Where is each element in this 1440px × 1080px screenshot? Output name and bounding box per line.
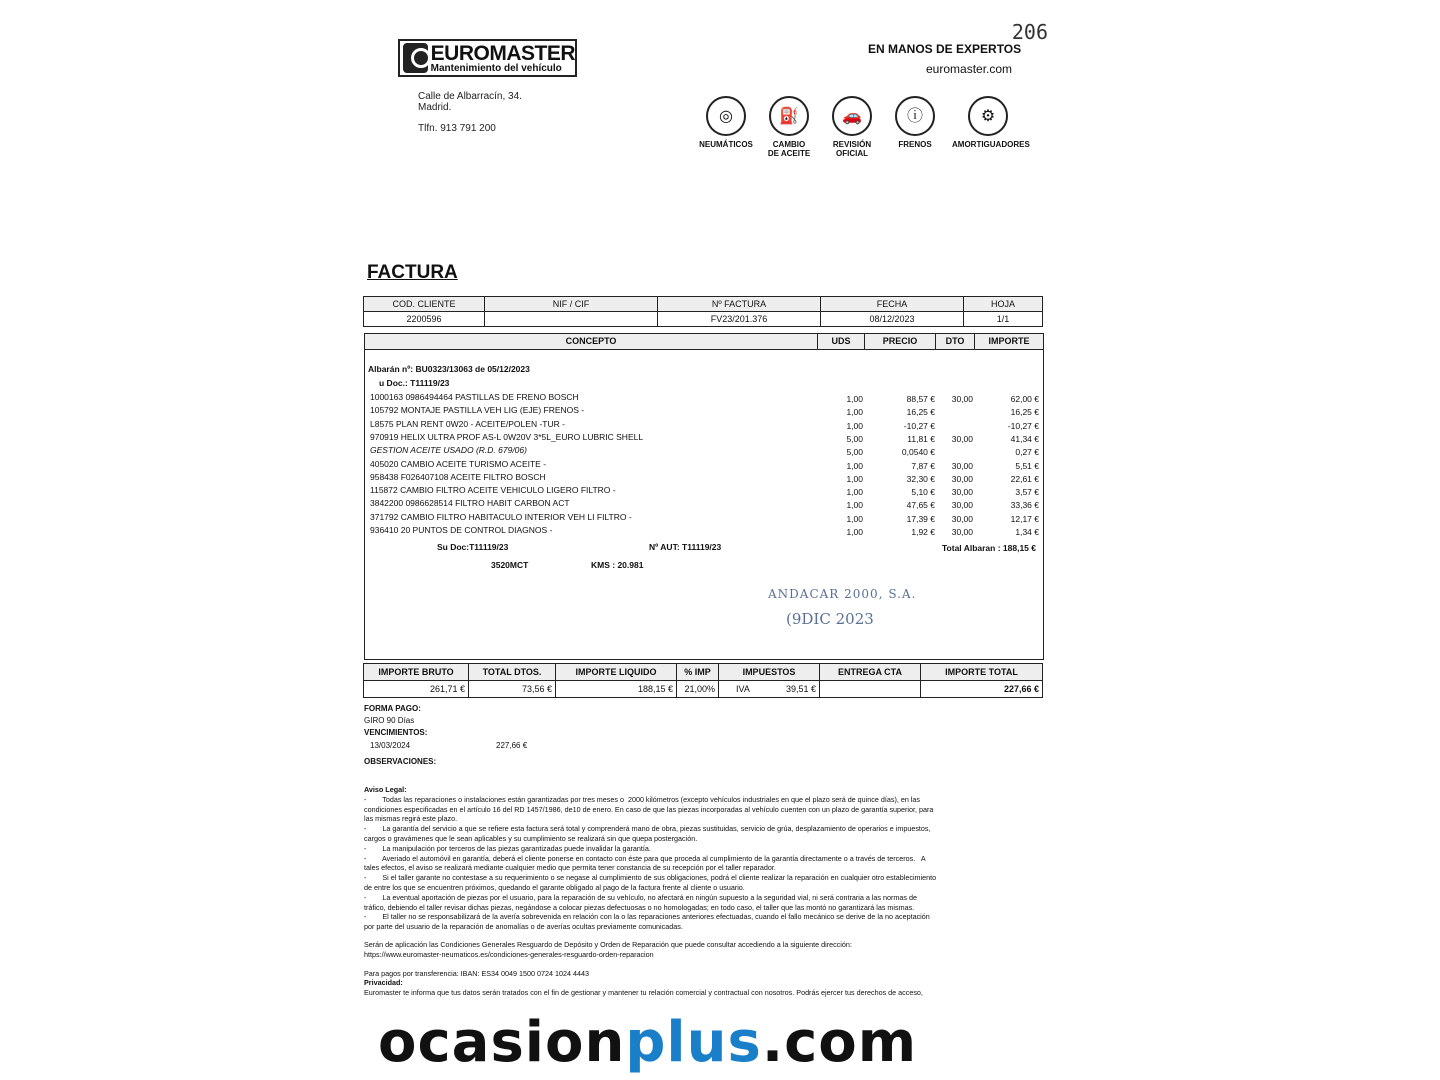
legal-line: de entre los que se encuentren próximos, quedando el garante obligado al pago de la factura frente al cliente o usuario.	[364, 882, 745, 892]
stamp-day: 9	[791, 610, 802, 628]
entrega-cta-label: ENTREGA CTA	[820, 664, 921, 681]
n-factura-value: FV23/201.376	[658, 312, 821, 327]
line-item-desc: 936410 20 PUNTOS DE CONTROL DIAGNOS -	[370, 525, 553, 535]
line-item-desc: 3842200 0986628514 FILTRO HABIT CARBON ACT	[370, 498, 570, 509]
line-item-importe: 16,25 €	[1010, 407, 1039, 418]
conditions-line-2: https://www.euromaster-neumaticos.es/condiciones-generales-resguardo-orden-reparacion	[364, 949, 654, 959]
line-item-dto: 30,00	[951, 500, 973, 511]
ocasionplus-watermark	[378, 1010, 917, 1075]
n-aut: Nº AUT: T11119/23	[649, 542, 722, 552]
legal-title: Aviso Legal:	[364, 785, 407, 794]
document-number: 206	[1011, 20, 1048, 44]
brake-icon: ⓘ	[895, 96, 935, 136]
conditions-line-1: Serán de aplicación las Condiciones Generales Resguardo de Depósito y Orden de Reparación que puede consultar accediendo a la siguiente dirección:	[364, 939, 852, 949]
line-item-dto: 30,00	[951, 473, 973, 484]
legal-line: - Averiado el automóvil en garantía, deberá el cliente ponerse en contacto con éste para que proceda al cumplimiento de la garantía directamente o a través de terceros. A	[364, 853, 926, 863]
stamp-company: ANDACAR 2000, S.A.	[768, 587, 917, 601]
total-albaran: Total Albaran : 188,15 €	[941, 543, 1036, 553]
service-label: REVISIÓN	[832, 140, 872, 149]
line-item-desc: 1000163 0986494464 PASTILLAS DE FRENO BOSCH	[370, 392, 579, 402]
line-item-importe: 12,17 €	[1010, 513, 1039, 524]
line-item-desc: 970919 HELIX ULTRA PROF AS-L 0W20V 3*5L_EURO LUBRIC SHELL	[370, 431, 644, 442]
stamp-date	[786, 610, 874, 628]
line-item-importe: 5,51 €	[1015, 460, 1039, 471]
logo-emblem-icon	[403, 43, 428, 73]
impuestos-label: IMPUESTOS	[719, 664, 820, 681]
line-item-uds: 1,00	[846, 473, 863, 484]
line-item-uds: 1,00	[846, 420, 863, 431]
impuestos-value	[719, 681, 820, 698]
su-doc-line: u Doc.: T11119/23	[379, 378, 450, 388]
nif-label: NIF / CIF	[485, 297, 658, 312]
stamp-month: DIC 2023	[801, 610, 874, 628]
line-item-precio: 1,92 €	[911, 527, 935, 537]
legal-line: - La eventual aportación de piezas por el usuario, para la reparación de su vehículo, no afectará en ningún supuesto a la seguridad vial, ni será contraria a las normas de	[364, 892, 917, 902]
cod-cliente-label: COD. CLIENTE	[364, 297, 485, 312]
line-item-desc: GESTION ACEITE USADO (R.D. 679/06)	[370, 445, 527, 456]
phone: Tlfn. 913 791 200	[418, 123, 496, 134]
line-item-precio: 32,30 €	[906, 473, 935, 484]
precio-header: PRECIO	[865, 334, 936, 349]
impuestos-amount: 39,51 €	[785, 684, 816, 694]
line-item-uds: 1,00	[846, 487, 863, 498]
concepto-header: CONCEPTO	[365, 334, 818, 349]
service-tires	[696, 96, 756, 149]
vencimientos-label: VENCIMIENTOS:	[364, 728, 428, 737]
service-brakes	[885, 96, 945, 149]
line-item-uds: 5,00	[846, 447, 863, 458]
stamp-bracket: (	[786, 610, 792, 628]
iva-label: IVA	[736, 684, 750, 694]
entrega-cta-value	[820, 681, 921, 698]
vencimiento-date: 13/03/2024	[370, 741, 411, 750]
line-item-uds: 1,00	[846, 527, 863, 537]
watermark-part-3: .com	[761, 1010, 918, 1075]
line-item-precio: 5,10 €	[911, 487, 935, 498]
line-item-dto: 30,00	[951, 394, 973, 404]
line-item-precio: 17,39 €	[906, 513, 935, 524]
uds-header: UDS	[818, 334, 865, 349]
hoja-label: HOJA	[964, 297, 1043, 312]
legal-lines	[364, 795, 984, 932]
line-item-precio: 11,81 €	[907, 433, 935, 444]
line-item-precio: 47,65 €	[906, 500, 935, 511]
legal-line: - La garantía del servicio a que se refiere esta factura será total y comprenderá mano de obra, piezas sustituidas, servicio de grúa, desplazamiento de operarios e impuestos,	[364, 824, 931, 834]
line-item-dto: 30,00	[951, 513, 973, 524]
euromaster-logo	[398, 39, 577, 77]
forma-pago-label: FORMA PAGO:	[364, 704, 421, 713]
legal-line: - Si el taller garante no contestase a su requerimiento o se negase al cumplimiento de sus obligaciones, podrá el cliente realizar la reparación en cualquier otro establecimiento	[364, 873, 937, 883]
pct-imp-value: 21,00%	[677, 681, 719, 698]
line-item-uds: 1,00	[846, 500, 863, 511]
fecha-value: 08/12/2023	[821, 312, 964, 327]
line-item-uds: 1,00	[846, 513, 863, 524]
address-line-1: Calle de Albarracín, 34.	[418, 91, 522, 102]
line-item-desc: 105792 MONTAJE PASTILLA VEH LIG (EJE) FRENOS -	[370, 405, 585, 416]
importe-liquido-label: IMPORTE LIQUIDO	[556, 664, 677, 681]
line-item-dto: 30,00	[951, 527, 973, 537]
vencimiento-amount: 227,66 €	[496, 741, 528, 750]
shock-absorber-icon: ⚙	[968, 96, 1008, 136]
albaran-line: Albarán nº: BU0323/13063 de 05/12/2023	[368, 364, 530, 374]
plate: 3520MCT	[491, 560, 529, 570]
importe-bruto-value: 261,71 €	[364, 681, 469, 698]
legal-line: cargos o gravámenes que le sean aplicables y su cumplimiento se realizará sin que quepa postergación.	[364, 833, 698, 843]
pct-imp-label: % IMP	[677, 664, 719, 681]
line-item-uds: 5,00	[846, 433, 863, 444]
website: euromaster.com	[926, 62, 1013, 76]
line-item-precio: -10,27 €	[903, 420, 935, 431]
n-factura-label: Nº FACTURA	[658, 297, 821, 312]
line-item-precio: 16,25 €	[906, 407, 935, 418]
iban-line: Para pagos por transferencia: IBAN: ES34 0049 1500 0724 1024 4443	[364, 968, 589, 978]
line-item-importe: 62,00 €	[1010, 394, 1039, 404]
su-doc-footer: Su Doc:T11119/23	[437, 542, 509, 552]
legal-line: por parte del usuario de la reparación de anomalías o de averías ocultas previamente comunicadas.	[364, 922, 683, 932]
address-line-2: Madrid.	[418, 102, 452, 113]
legal-line: - El taller no se responsabilizará de la avería sobrevenida en relación con la o las reparaciones anteriores efectuadas, cuando el fallo mecánico se derive de la no aceptación	[364, 912, 930, 922]
line-item-uds: 1,00	[846, 394, 863, 404]
total-dtos-label: TOTAL DTOS.	[469, 664, 556, 681]
importe-bruto-label: IMPORTE BRUTO	[364, 664, 469, 681]
total-dtos-value: 73,56 €	[469, 681, 556, 698]
cod-cliente-value: 2200596	[364, 312, 485, 327]
line-item-desc: 405020 CAMBIO ACEITE TURISMO ACEITE -	[370, 458, 547, 469]
line-item-importe: 41,34 €	[1010, 433, 1039, 444]
importe-total-value: 227,66 €	[921, 681, 1043, 698]
hoja-value: 1/1	[964, 312, 1043, 327]
fecha-label: FECHA	[821, 297, 964, 312]
line-item-importe: 1,34 €	[1015, 527, 1039, 537]
observaciones-label: OBSERVACIONES:	[364, 757, 437, 766]
logo-name: EUROMASTER	[430, 41, 575, 65]
service-label: DE ACEITE	[767, 149, 811, 158]
privacy-line-1: Euromaster te informa que tus datos serán tratados con el fin de gestionar y mantener tu relación comercial y contractual con nosotros. Podrás ejercer tus derechos de acceso,	[364, 988, 923, 998]
legal-notice	[364, 785, 984, 998]
legal-line: tales efectos, el aviso se realizará mediante cualquier medio que permita tener constancia de su recepción por el taller reparador.	[364, 863, 776, 873]
line-item-precio: 88,57 €	[906, 394, 935, 404]
line-item-importe: 0,27 €	[1015, 447, 1039, 458]
importe-total-label: IMPORTE TOTAL	[921, 664, 1043, 681]
watermark-part-1: ocasion	[378, 1010, 626, 1075]
kms: KMS : 20.981	[591, 560, 644, 570]
line-item-desc: L8575 PLAN RENT 0W20 - ACEITE/POLEN -TUR -	[370, 418, 565, 429]
tagline: EN MANOS DE EXPERTOS	[868, 42, 1022, 56]
line-item-dto: 30,00	[951, 487, 973, 498]
service-label: OFICIAL	[836, 149, 868, 158]
service-shocks	[952, 96, 1030, 149]
line-item-desc: 115872 CAMBIO FILTRO ACEITE VEHICULO LIGERO FILTRO -	[370, 485, 616, 496]
line-item-dto: 30,00	[951, 460, 973, 471]
tire-icon: ◎	[706, 96, 746, 136]
legal-line: las mismas regirá este plazo.	[364, 814, 458, 824]
legal-line: - Todas las reparaciones o instalaciones están garantizadas por tres meses o 2000 kilómetros (excepto vehículos industriales en que el plazo será de quince días), en las	[364, 794, 921, 804]
line-item-dto: 30,00	[951, 433, 973, 444]
line-item-desc: 958438 F026407108 ACEITE FILTRO BOSCH	[370, 471, 546, 482]
importe-header: IMPORTE	[975, 334, 1043, 349]
service-oil	[759, 96, 819, 158]
forma-pago-value: GIRO 90 Días	[364, 716, 415, 725]
legal-line: condiciones especificadas en el artículo 16 del RD 1457/1986, de10 de enero. En caso de que las piezas incorporadas al vehículo cuenten con un plazo de garantía superior, para	[364, 804, 934, 814]
lines-header	[365, 334, 1043, 350]
dto-header: DTO	[936, 334, 975, 349]
line-item-importe: 22,61 €	[1010, 473, 1039, 484]
service-label: NEUMÁTICOS	[699, 140, 753, 149]
invoice-lines-box	[364, 333, 1044, 660]
totals-table	[363, 663, 1043, 698]
oil-change-icon: ⛽	[769, 96, 809, 136]
invoice-title: FACTURA	[367, 262, 458, 283]
service-inspection	[822, 96, 882, 158]
line-item-uds: 1,00	[846, 407, 863, 418]
line-item-precio: 0,0540 €	[901, 447, 935, 458]
watermark-part-2: plus	[625, 1010, 762, 1075]
service-label: CAMBIO	[772, 140, 806, 149]
line-item-desc: 371792 CAMBIO FILTRO HABITACULO INTERIOR VEH LI FILTRO -	[370, 511, 632, 522]
service-label: FRENOS	[898, 140, 932, 149]
line-item-precio: 7,87 €	[911, 460, 935, 471]
nif-value	[485, 312, 658, 327]
line-item-importe: -10,27 €	[1007, 420, 1039, 431]
logo-subtitle: Mantenimiento del vehículo	[430, 62, 562, 74]
importe-liquido-value: 188,15 €	[556, 681, 677, 698]
car-inspection-icon: 🚗	[832, 96, 872, 136]
line-item-importe: 33,36 €	[1010, 500, 1039, 511]
legal-line: tráfico, debiendo el taller revisar dichas piezas, negándose a colocar piezas defectuosas o no homologadas; en todo caso, el taller que las montó no garantizará las mismas.	[364, 902, 915, 912]
line-item-uds: 1,00	[846, 460, 863, 471]
invoice-header-table	[363, 296, 1043, 327]
line-item-importe: 3,57 €	[1015, 487, 1039, 498]
privacy-title: Privacidad:	[364, 978, 403, 988]
legal-line: - La manipulación por terceros de las piezas garantizadas puede invalidar la garantía.	[364, 843, 651, 853]
service-label: AMORTIGUADORES	[952, 140, 1030, 149]
